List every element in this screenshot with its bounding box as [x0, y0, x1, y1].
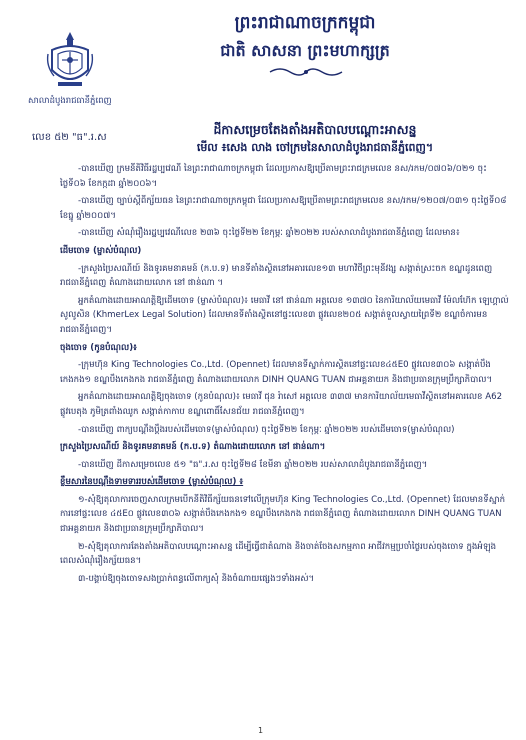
page-number: 1	[258, 726, 264, 735]
paragraph: -បានឃើញ ដីកាសម្រេចលេខ ៥១ "ធ".រ.ស ចុះថ្ងៃទី២៨ ខែមីនា ឆ្នាំ២០២២ របស់សាលាដំបូងរាជធានីភ្នំពេញ។	[78, 459, 428, 470]
court-seal-logo	[44, 30, 96, 92]
ornament-divider-icon	[268, 66, 344, 78]
decision-title: ដីកាសម្រេចតែងតាំងអតិបាលបណ្ដោះអាសន្ន	[213, 122, 417, 137]
paragraph: -បានឃើញ ច្បាប់ស្តីពីក្ស័យធន នៃព្រះរាជាណាចក្រកម្ពុជា ដែលប្រកាសឱ្យប្រើតាមព្រះរាជក្រមលេខ នស/រកម/១២០៧/០៣១ ចុះថ្ងៃទី០៨ ខែធ្នូ ឆ្នាំ២០០៧។	[60, 196, 507, 221]
section-heading-plaintiff: ដើមចោទ (ម្ចាស់បំណុល)	[60, 245, 142, 256]
paragraph: -បានឃើញ ពាក្យបណ្ដឹងប្ដឹងរបស់ដើមចោទ(ម្ចាស់បំណុល) ចុះថ្ងៃទី២២ ខែកុម្ភៈ ឆ្នាំ២០២២ របស់ដើមចោទ(ម្ចាស់បំណុល)	[78, 424, 455, 435]
paragraph: ៣-បង្គាប់ឱ្យចុងចោទសងប្រាក់ពន្ធលើពាក្យសុំ និងចំណាយផ្សេងៗទាំងអស់។	[78, 573, 315, 584]
section-heading-claims: ខ្លឹមសារនៃបណ្ដឹងទាមទាររបស់ដើមចោទ (ម្ចាស់បំណុល) ៖	[60, 477, 244, 488]
paragraph: -ក្រុមហ៊ុន King Technologies Co.,Ltd. (Opennet) ដែលមានទីស្នាក់ការស្ថិតនៅផ្ទះលេខ៤៥E0 ផ្លូវលេខ៣០៦ សង្កាត់បឹងកេងកង១ ខណ្ឌបឹងកេងកង រាជធានីភ្នំពេញ តំណាងដោយលោក DINH QUANG TUAN ជាអគ្គនាយក និងជាប្រធានក្រុមប្រឹក្សាភិបាល។	[60, 360, 493, 385]
document-body	[60, 162, 512, 589]
paragraph: ២-សុំឱ្យតុលាការតែងតាំងអតិបាលបណ្ដោះអាសន្ន ដើម្បីធ្វើជាតំណាង និងចាត់ចែងសកម្មភាព អាជីវកម្មប្រចាំថ្ងៃរបស់ចុងចោទ ក្នុងអំឡុងពេលសំណុំរឿងក្ស័យធន។	[60, 541, 497, 567]
paragraph: -ក្រសួងប្រៃសណីយ៍ និងទូរគមនាគមន៍ (ក.ប.ទ) មានទីតាំងស្ថិតនៅអគារលេខ១៣ មហាវិថីព្រះមុនីវង្ស សង្កាត់ស្រះចក ខណ្ឌដូនពេញ រាជធានីភ្នំពេញ តំណាងដោយលោក នៅ ផាន់ណា ។	[60, 263, 493, 289]
paragraph: អ្នកតំណាងដោយអាណត្តិឱ្យចុងចោទ (កូនបំណុល)៖ មេធាវី ជុន រ៉ាសៅ អត្តលេខ ៣៣៧ មានការិយាល័យមេធាវីស្ថិតនៅអគារលេខ A62 ផ្លូវបេតុង ភូមិត្រពាំងឈូក សង្កាត់កាកាប ខណ្ឌពោធិ៍សែនជ័យ រាជធានីភ្នំពេញ។	[60, 392, 503, 417]
section-heading-defendant: ចុងចោទ (កូនបំណុល)៖	[60, 342, 137, 353]
kingdom-header: ព្រះរាជាណាចក្រកម្ពុជា	[234, 13, 376, 33]
paragraph: អ្នកតំណាងដោយអាណត្តិឱ្យដើមចោទ (ម្ចាស់បំណុល)៖ មេធាវី នៅ ផាន់ណា អត្តលេខ ១៣៧០ នៃការិយាល័យមេធាវី ម៉ែលហ៊ែក ឡេហ្គាល់ សូលូសិន (KhmerLex Legal Solution) ដែលមានទីតាំងស្ថិតនៅផ្ទះលេខ៣ ផ្លូវលេខ២០៥ សង្កាត់ទួលស្វាយព្រៃទី២ ខណ្ឌចំការមន រាជធានីភ្នំពេញ។	[60, 295, 509, 335]
national-motto: ជាតិ សាសនា ព្រះមហាក្សត្រ	[220, 41, 390, 60]
paragraph: -បានឃើញ ក្រមនីតិវិធីរដ្ឋប្បវេណី នៃព្រះរាជាណាចក្រកម្ពុជា ដែលប្រកាសឱ្យប្រើតាមព្រះរាជក្រមលេខ នស/រកម/០៧០៦/០២១ ចុះថ្ងៃទី០៦ ខែកក្កដា ឆ្នាំ២០០៦។	[60, 164, 487, 189]
court-name: សាលាដំបូងរាជធានីភ្នំពេញ	[28, 96, 112, 106]
case-number: លេខ ៥២ "ធ".រ.ស	[32, 132, 107, 143]
ministry-line: ក្រសួងប្រៃសណីយ៍ និងទូរគមនាគមន៍ (ក.ប.ទ) តំណាងដោយលោក នៅ ផាន់ណា។	[60, 442, 326, 453]
paragraph: -បានឃើញ សំណុំរឿងរដ្ឋប្បវេណីលេខ ២៣៦ ចុះថ្ងៃទី២២ ខែកុម្ភៈ ឆ្នាំ២០២២ របស់សាលាដំបូងរាជធានីភ្នំពេញ ដែលមាន៖	[78, 228, 460, 239]
paragraph: ១-សុំឱ្យតុលាការចេញសាលក្រមបើកនីតិវិធីក្ស័យធនទៅលើក្រុមហ៊ុន King Technologies Co.,Ltd. (Opennet) ដែលមានទីស្នាក់ការនៅផ្ទះលេខ ៤៥E០ ផ្លូវលេខ៣០៦ សង្កាត់បឹងកេងកង១ ខណ្ឌបឹងកេងកង រាជធានីភ្នំពេញ តំណាងដោយលោក DINH QUANG TUAN ជាអគ្គនាយក និងជាប្រធានក្រុមប្រឹក្សាភិបាល។	[60, 494, 506, 535]
judge-line: មើល ៖សេង លាង ចៅក្រមនៃសាលាដំបូងរាជធានីភ្នំពេញ។	[196, 141, 434, 154]
